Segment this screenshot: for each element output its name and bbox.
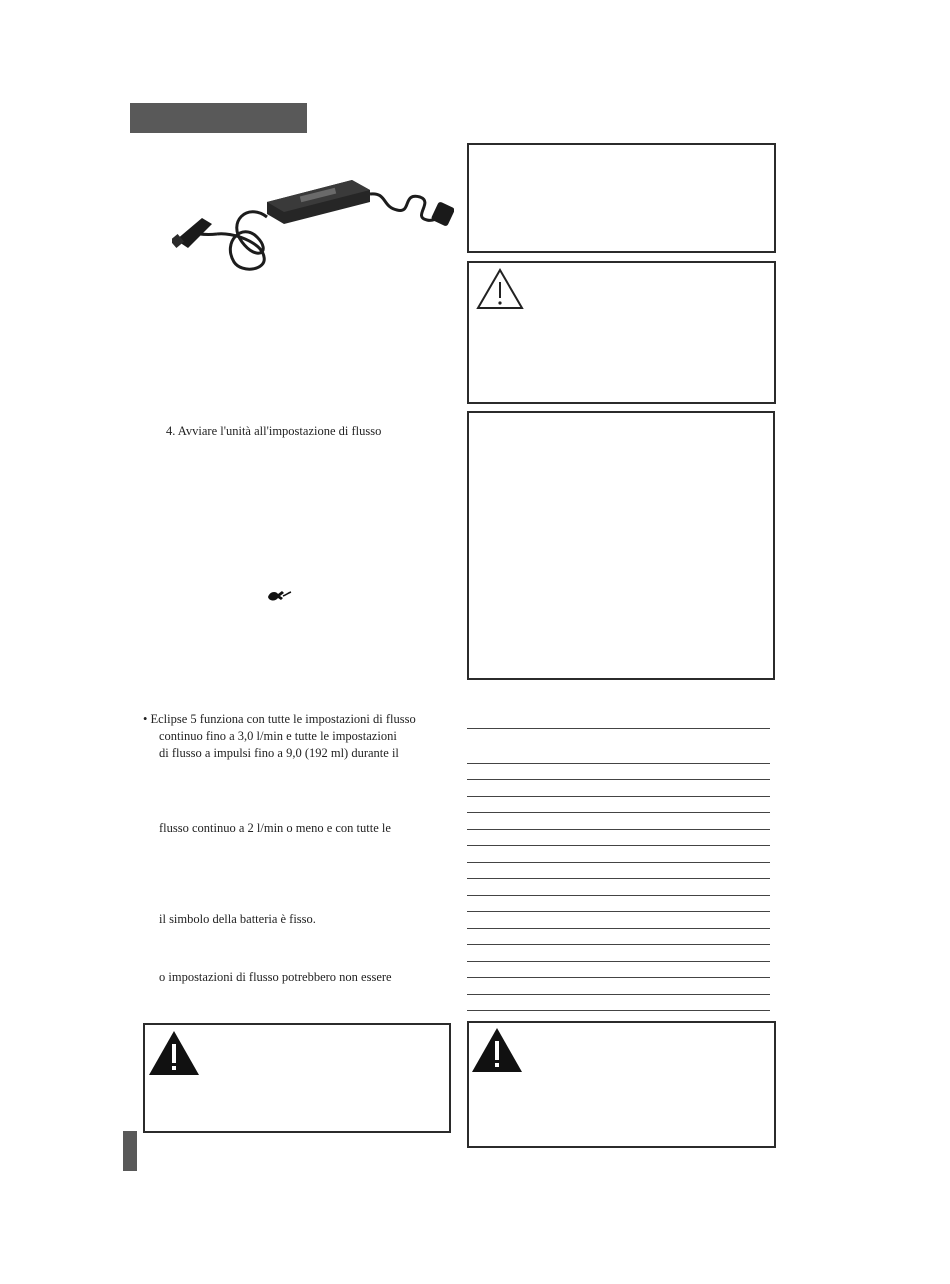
table-rule xyxy=(467,977,770,978)
warning-box-left xyxy=(143,1023,451,1133)
table-rule xyxy=(467,829,770,830)
info-box-large xyxy=(467,411,775,680)
table-rule xyxy=(467,878,770,879)
bullet-line-1: • Eclipse 5 funziona con tutte le impostazioni di flusso xyxy=(143,712,416,726)
warning-filled-icon xyxy=(147,1029,201,1082)
table-rule xyxy=(467,994,770,995)
note-line-4: flusso continuo a 2 l/min o meno e con tutte le xyxy=(159,821,391,835)
note-line-6: o impostazioni di flusso potrebbero non essere xyxy=(159,970,392,984)
table-rule xyxy=(467,862,770,863)
caution-box xyxy=(467,261,776,404)
table-rule xyxy=(467,796,770,797)
warning-filled-icon xyxy=(470,1026,524,1079)
chapter-side-tab xyxy=(123,1131,137,1171)
info-box-top xyxy=(467,143,776,253)
table-rule xyxy=(467,1010,770,1011)
section-header-bar xyxy=(130,103,307,133)
table-rule xyxy=(467,728,770,729)
bullet-line-3: di flusso a impulsi fino a 9,0 (192 ml) durante il xyxy=(159,746,399,760)
table-rule xyxy=(467,961,770,962)
table-rule xyxy=(467,928,770,929)
table-rule xyxy=(467,763,770,764)
table-rule xyxy=(467,812,770,813)
table-rule xyxy=(467,944,770,945)
table-rule xyxy=(467,911,770,912)
dc-power-cable-image xyxy=(172,162,454,282)
ac-plug-icon xyxy=(266,587,292,608)
table-rule xyxy=(467,845,770,846)
table-rule xyxy=(467,895,770,896)
table-rule xyxy=(467,779,770,780)
warning-box-right xyxy=(467,1021,776,1148)
bullet-line-2: continuo fino a 3,0 l/min e tutte le impostazioni xyxy=(159,729,397,743)
warning-outline-icon xyxy=(475,267,525,316)
step-4-text: 4. Avviare l'unità all'impostazione di flusso xyxy=(166,424,382,438)
note-line-5: il simbolo della batteria è fisso. xyxy=(159,912,316,926)
